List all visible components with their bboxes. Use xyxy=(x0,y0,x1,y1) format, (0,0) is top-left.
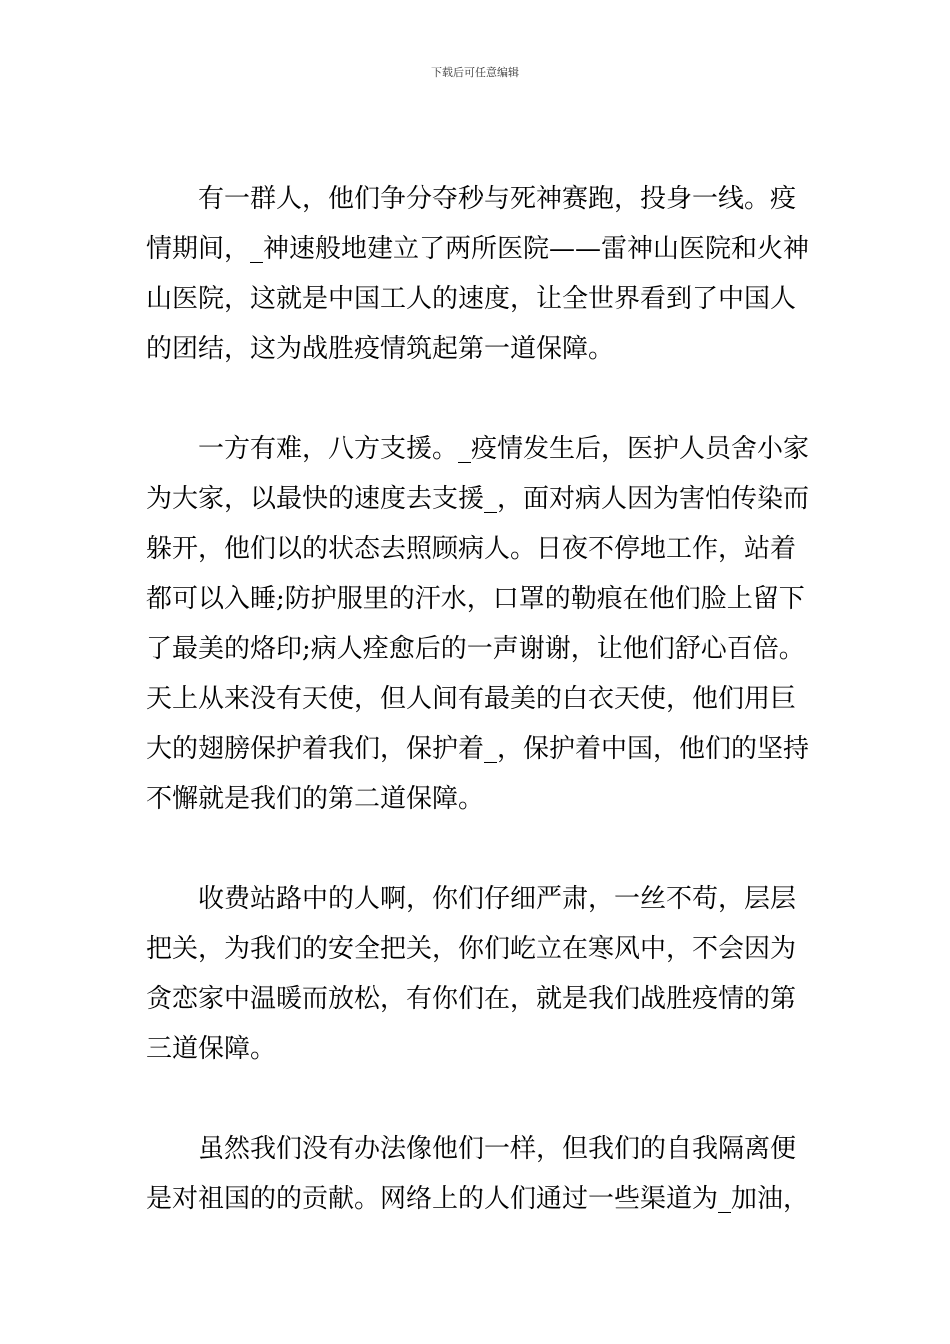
paragraph-2 xyxy=(146,424,814,824)
text-line: 躲开，他们以的状态去照顾病人。日夜不停地工作，站着 xyxy=(146,534,797,564)
text-line: 了最美的烙印;病人痊愈后的一声谢谢，让他们舒心百倍。 xyxy=(146,634,805,664)
text-line: 把关，为我们的安全把关，你们屹立在寒风中，不会因为 xyxy=(146,934,797,964)
text-line: 虽然我们没有办法像他们一样，但我们的自我隔离便 xyxy=(198,1134,797,1164)
text-line: 有一群人，他们争分夺秒与死神赛跑，投身一线。疫 xyxy=(198,184,797,214)
document-body xyxy=(146,174,814,1224)
text-line: 的团结，这为战胜疫情筑起第一道保障。 xyxy=(146,334,615,364)
text-line: 都可以入睡;防护服里的汗水，口罩的勒痕在他们脸上留下 xyxy=(146,584,805,614)
page-header: 下载后可任意编辑 xyxy=(431,66,519,79)
text-line: 三道保障。 xyxy=(146,1034,277,1064)
text-line: 天上从来没有天使，但人间有最美的白衣天使，他们用巨 xyxy=(146,684,797,714)
paragraph-1 xyxy=(146,174,814,374)
text-line: 山医院，这就是中国工人的速度，让全世界看到了中国人 xyxy=(146,284,797,314)
paragraph-gap xyxy=(146,824,814,874)
paragraph-3 xyxy=(146,874,814,1074)
text-line: 收费站路中的人啊，你们仔细严肃，一丝不苟，层层 xyxy=(198,884,797,914)
paragraph-gap xyxy=(146,1074,814,1124)
text-line: 是对祖国的的贡献。网络上的人们通过一些渠道为_加油， xyxy=(146,1184,810,1214)
text-line: 一方有难，八方支援。_疫情发生后，医护人员舍小家 xyxy=(198,434,810,464)
text-line: 不懈就是我们的第二道保障。 xyxy=(146,784,485,814)
text-line: 情期间，_神速般地建立了两所医院——雷神山医院和火神 xyxy=(146,234,810,264)
text-line: 贪恋家中温暖而放松，有你们在，就是我们战胜疫情的第 xyxy=(146,984,797,1014)
paragraph-4 xyxy=(146,1124,814,1224)
text-line: 为大家，以最快的速度去支援_，面对病人因为害怕传染而 xyxy=(146,484,810,514)
paragraph-gap xyxy=(146,374,814,424)
text-line: 大的翅膀保护着我们，保护着_，保护着中国，他们的坚持 xyxy=(146,734,810,764)
